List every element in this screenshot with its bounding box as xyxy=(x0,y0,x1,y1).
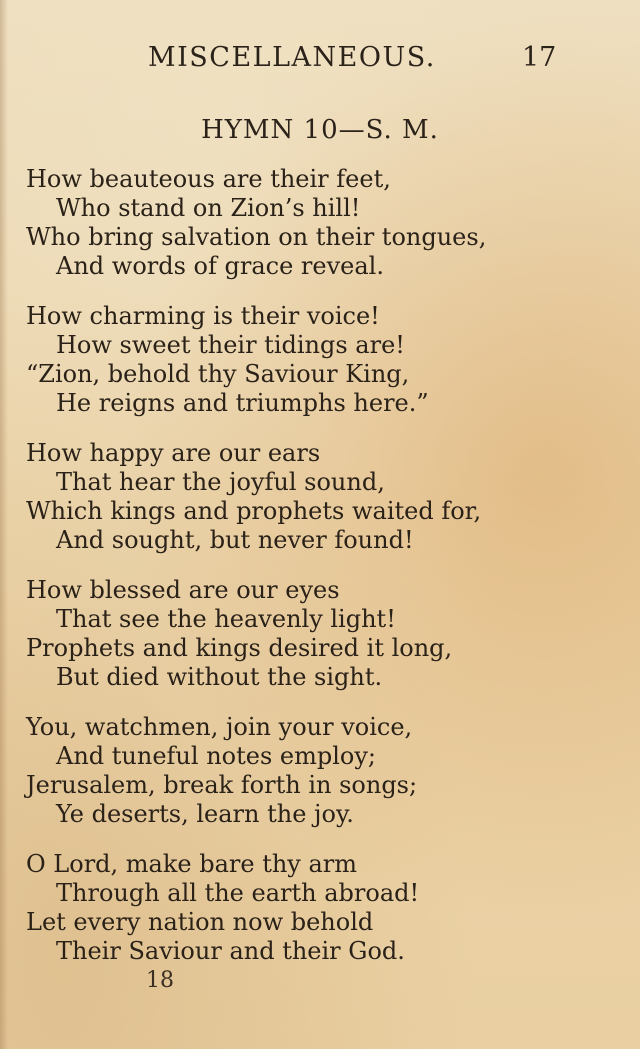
verse-line: How happy are our ears xyxy=(26,439,321,467)
verse-line: And words of grace reveal. xyxy=(56,252,384,280)
stanza xyxy=(26,850,626,966)
hymn-title: HYMN 10—S. M. xyxy=(201,115,439,145)
stanza xyxy=(26,165,626,281)
verse-line: Who bring salvation on their tongues, xyxy=(26,223,487,251)
verse-line: And tuneful notes employ; xyxy=(56,742,376,770)
running-head: MISCELLANEOUS. xyxy=(148,42,436,73)
page-edge xyxy=(0,0,8,1049)
verse-line: Their Saviour and their God. xyxy=(56,937,405,965)
verse-line: Who stand on Zion’s hill! xyxy=(56,194,361,222)
verse-line: And sought, but never found! xyxy=(56,526,414,554)
verse-line: Which kings and prophets waited for, xyxy=(26,497,482,525)
stanza xyxy=(26,439,626,555)
verse-line: Prophets and kings desired it long, xyxy=(26,634,453,662)
verse-line: That hear the joyful sound, xyxy=(56,468,385,496)
verse-line: O Lord, make bare thy arm xyxy=(26,850,358,878)
verse-line: That see the heavenly light! xyxy=(56,605,396,633)
verse-line: He reigns and triumphs here.” xyxy=(56,389,429,417)
verse-line: Let every nation now behold xyxy=(26,908,374,936)
verse-line: How charming is their voice! xyxy=(26,302,380,330)
verse-line: You, watchmen, join your voice, xyxy=(26,713,413,741)
hymn-text xyxy=(26,165,626,987)
stanza xyxy=(26,576,626,692)
stanza xyxy=(26,302,626,418)
verse-line: How sweet their tidings are! xyxy=(56,331,405,359)
verse-line: Ye deserts, learn the joy. xyxy=(56,800,354,828)
verse-line: Jerusalem, break forth in songs; xyxy=(26,771,418,799)
page-number: 17 xyxy=(522,42,557,73)
verse-line: How blessed are our eyes xyxy=(26,576,340,604)
verse-line: “Zion, behold thy Saviour King, xyxy=(26,360,410,388)
verse-line: But died without the sight. xyxy=(56,663,383,691)
verse-line: Through all the earth abroad! xyxy=(56,879,420,907)
page-header xyxy=(0,42,640,82)
verse-line: How beauteous are their feet, xyxy=(26,165,391,193)
signature-mark: 18 xyxy=(146,968,174,993)
stanza xyxy=(26,713,626,829)
